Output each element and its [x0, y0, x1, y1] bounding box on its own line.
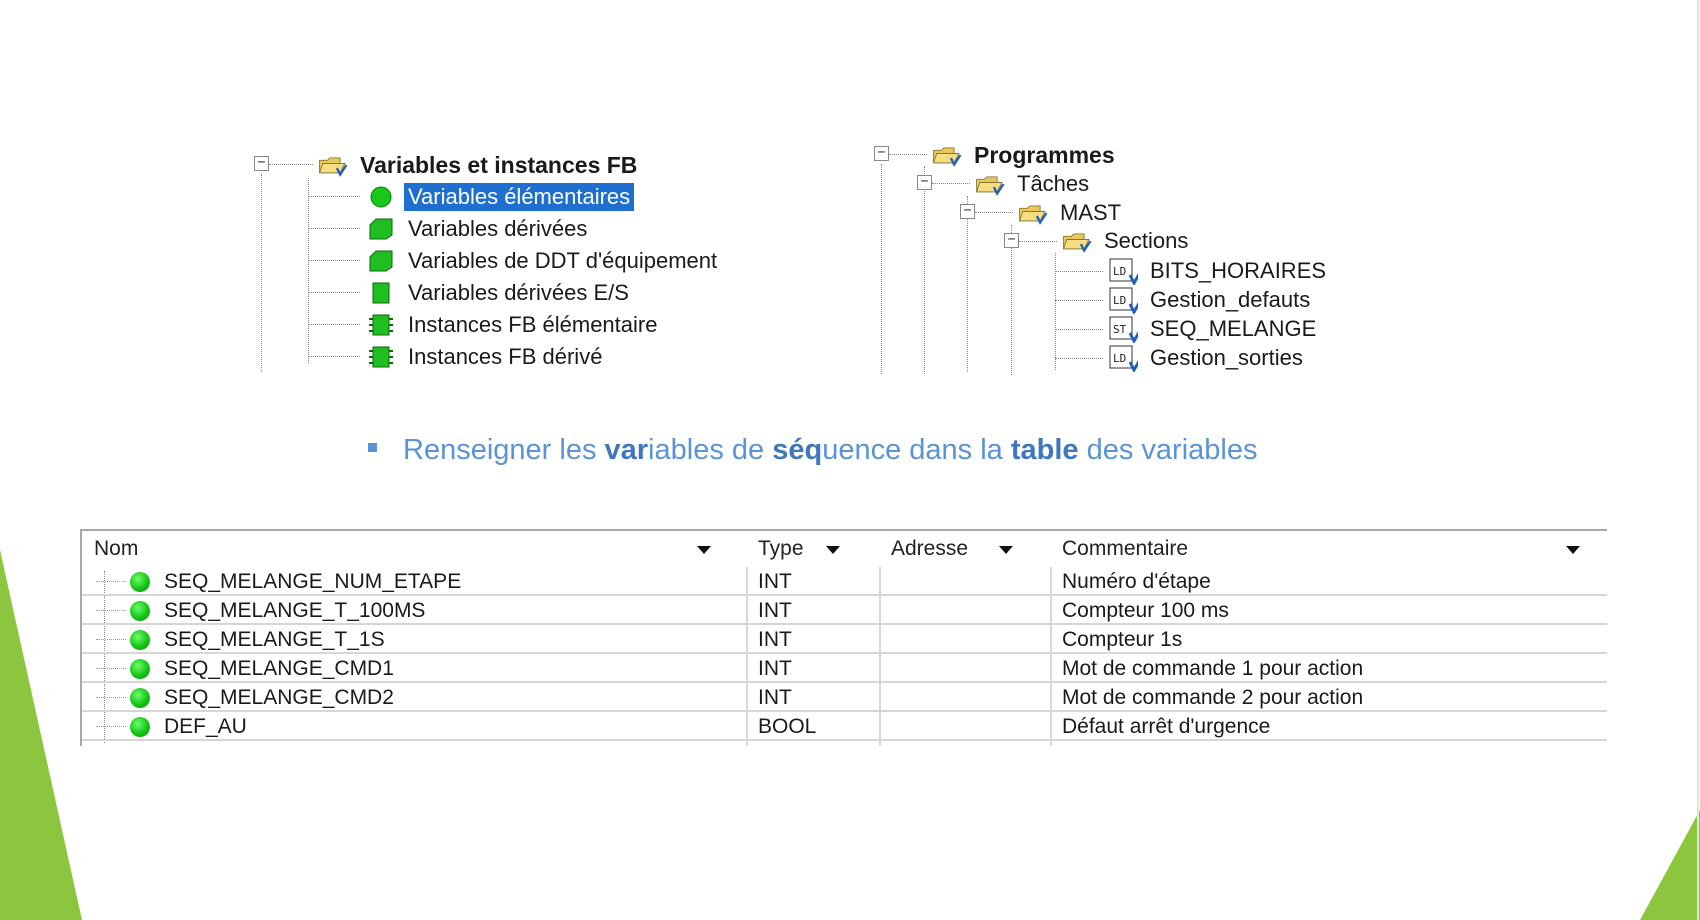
variable-status-icon	[130, 601, 150, 621]
tree-root-label: Programmes	[974, 141, 1115, 168]
tree-item-variables-derivees[interactable]	[366, 214, 591, 244]
tree-item-label: Variables dérivées	[408, 216, 588, 241]
table-row[interactable]	[82, 596, 1607, 625]
collapse-toggle[interactable]: −	[960, 204, 975, 219]
section-badge: LD	[1113, 294, 1127, 307]
table-row[interactable]	[82, 712, 1607, 741]
cell-commentaire[interactable]: Défaut arrêt d'urgence	[1062, 714, 1271, 738]
cell-type[interactable]: INT	[758, 627, 792, 651]
filter-dropdown-icon[interactable]	[1566, 546, 1580, 554]
green-chip-icon	[366, 312, 396, 338]
tree-section-label: Gestion_defauts	[1150, 287, 1311, 312]
column-header-type[interactable]	[746, 531, 879, 567]
cell-nom: SEQ_MELANGE_T_1S	[164, 627, 385, 651]
cell-adresse[interactable]	[879, 683, 1050, 712]
bullet-text-part: uence dans la	[822, 434, 1011, 466]
ld-section-icon	[1108, 287, 1138, 313]
bullet-square-icon	[368, 443, 377, 452]
tree-section-gestion-sorties[interactable]	[1108, 343, 1307, 373]
tree-item-label: Variables de DDT d'équipement	[408, 248, 718, 273]
cell-type[interactable]: INT	[758, 685, 792, 709]
column-header-adresse[interactable]	[879, 531, 1050, 567]
st-section-icon	[1108, 316, 1138, 342]
cell-nom: DEF_AU	[164, 714, 247, 738]
table-row[interactable]	[82, 625, 1607, 654]
filter-dropdown-icon[interactable]	[999, 546, 1013, 554]
variable-status-icon	[130, 688, 150, 708]
tree-section-gestion-defauts[interactable]	[1108, 285, 1314, 315]
bullet-text-bold: séq	[772, 434, 823, 466]
programs-tree	[870, 140, 1340, 380]
folder-icon	[1018, 200, 1048, 226]
column-header-label: Adresse	[891, 537, 969, 560]
cell-type[interactable]: INT	[758, 656, 792, 680]
bullet-text-part: des variables	[1078, 434, 1258, 466]
cell-commentaire[interactable]: Mot de commande 2 pour action	[1062, 685, 1364, 709]
folder-icon	[1062, 228, 1092, 254]
green-triangle-left	[0, 550, 82, 920]
column-header-nom[interactable]	[82, 531, 746, 567]
tree-root-variables[interactable]	[318, 150, 641, 180]
green-block-icon	[366, 280, 396, 306]
collapse-toggle[interactable]: −	[254, 156, 269, 171]
green-cube-icon	[366, 248, 396, 274]
tree-item-label: Variables dérivées E/S	[408, 280, 629, 305]
tree-node-mast[interactable]	[1018, 198, 1125, 228]
tree-item-variables-ddt[interactable]	[366, 246, 721, 276]
cell-adresse[interactable]	[879, 712, 1050, 741]
filter-dropdown-icon[interactable]	[826, 546, 840, 554]
ld-section-icon	[1108, 345, 1138, 371]
cell-commentaire[interactable]: Mot de commande 1 pour action	[1062, 656, 1364, 680]
folder-icon	[975, 171, 1005, 197]
cell-type[interactable]: INT	[758, 598, 792, 622]
tree-node-label: MAST	[1060, 200, 1122, 225]
tree-node-sections[interactable]	[1062, 226, 1192, 256]
cell-type[interactable]: BOOL	[758, 714, 817, 738]
folder-icon	[318, 152, 348, 178]
green-triangle-right	[1640, 810, 1700, 920]
tree-item-instances-fb-elementaire[interactable]	[366, 310, 661, 340]
bullet-text-part: Renseigner les	[403, 434, 605, 466]
tree-root-label: Variables et instances FB	[360, 151, 638, 178]
tree-section-label: SEQ_MELANGE	[1150, 316, 1317, 341]
variables-table	[80, 529, 1607, 746]
tree-item-label: Variables élémentaires	[404, 183, 634, 211]
green-ball-icon	[366, 184, 396, 210]
collapse-toggle[interactable]: −	[1004, 233, 1019, 248]
tree-section-seq-melange[interactable]	[1108, 314, 1320, 344]
tree-item-variables-elementaires[interactable]	[366, 182, 634, 212]
collapse-toggle[interactable]: −	[917, 175, 932, 190]
cell-type[interactable]: INT	[758, 569, 792, 593]
bullet-text-bold: var	[604, 434, 649, 466]
cell-commentaire[interactable]: Compteur 100 ms	[1062, 598, 1229, 622]
instruction-bullet	[368, 434, 1257, 467]
tree-root-programmes[interactable]	[932, 140, 1119, 170]
table-row[interactable]	[82, 567, 1607, 596]
variables-tree	[250, 148, 770, 378]
bullet-text-part: iables de	[648, 434, 773, 466]
column-header-commentaire[interactable]	[1050, 531, 1607, 567]
tree-item-label: Instances FB élémentaire	[408, 312, 658, 337]
folder-icon	[932, 142, 962, 168]
cell-nom: SEQ_MELANGE_CMD2	[164, 685, 394, 709]
cell-adresse[interactable]	[879, 567, 1050, 596]
collapse-toggle[interactable]: −	[874, 146, 889, 161]
section-badge: LD	[1113, 265, 1127, 278]
tree-node-label: Sections	[1104, 228, 1189, 253]
table-header	[82, 531, 1607, 567]
cell-commentaire[interactable]: Numéro d'étape	[1062, 569, 1211, 593]
table-row[interactable]	[82, 683, 1607, 712]
tree-item-instances-fb-derive[interactable]	[366, 342, 606, 372]
table-row[interactable]	[82, 654, 1607, 683]
variable-status-icon	[130, 659, 150, 679]
tree-node-label: Tâches	[1017, 171, 1090, 196]
cell-nom: SEQ_MELANGE_NUM_ETAPE	[164, 569, 462, 593]
cell-adresse[interactable]	[879, 625, 1050, 654]
variable-status-icon	[130, 572, 150, 592]
variable-status-icon	[130, 717, 150, 737]
column-header-label: Nom	[94, 537, 139, 560]
cell-commentaire[interactable]: Compteur 1s	[1062, 627, 1183, 651]
tree-item-label: Instances FB dérivé	[408, 344, 603, 369]
column-header-label: Commentaire	[1062, 537, 1189, 560]
ld-section-icon	[1108, 258, 1138, 284]
column-header-label: Type	[758, 537, 804, 560]
green-chip-icon	[366, 344, 396, 370]
tree-section-bits-horaires[interactable]	[1108, 256, 1330, 286]
green-cube-icon	[366, 216, 396, 242]
tree-section-label: Gestion_sorties	[1150, 345, 1303, 370]
tree-node-taches[interactable]	[975, 169, 1093, 199]
section-badge: LD	[1113, 352, 1127, 365]
cell-nom: SEQ_MELANGE_CMD1	[164, 656, 394, 680]
section-badge: ST	[1113, 323, 1127, 336]
variable-status-icon	[130, 630, 150, 650]
filter-dropdown-icon[interactable]	[697, 546, 711, 554]
cell-nom: SEQ_MELANGE_T_100MS	[164, 598, 426, 622]
bullet-text-bold: table	[1010, 434, 1079, 466]
tree-item-variables-es[interactable]	[366, 278, 633, 308]
cell-adresse[interactable]	[879, 596, 1050, 625]
tree-section-label: BITS_HORAIRES	[1150, 258, 1327, 283]
cell-adresse[interactable]	[879, 654, 1050, 683]
